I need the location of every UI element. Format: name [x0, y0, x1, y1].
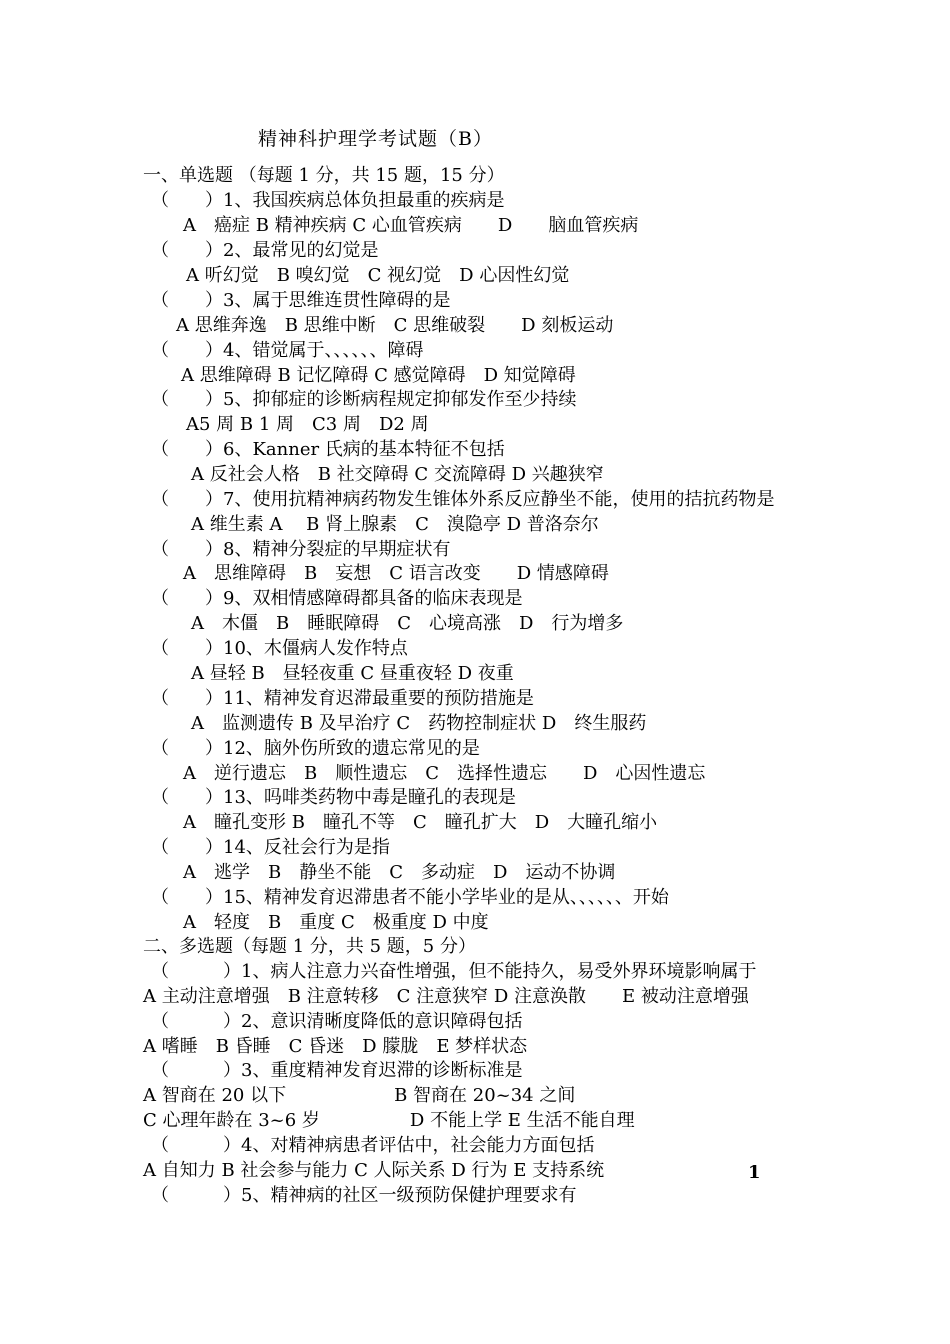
section-heading-multiple-choice: 二、多选题（每题 1 分，共 5 题，5 分）	[143, 936, 476, 957]
options-line: A 逃学 B 静坐不能 C 多动症 D 运动不协调	[183, 862, 616, 883]
options-line: A 思维障碍 B 记忆障碍 C 感觉障碍 D 知觉障碍	[181, 365, 576, 386]
options-line: A 思维奔逸 B 思维中断 C 思维破裂 D 刻板运动	[176, 315, 614, 336]
options-line: A5 周 B 1 周 C3 周 D2 周	[186, 414, 429, 435]
question-line: （ ）10、木僵病人发作特点	[151, 638, 408, 659]
options-line: A 嗜睡 B 昏睡 C 昏迷 D 朦胧 E 梦样状态	[143, 1036, 528, 1057]
options-line: A 轻度 B 重度 C 极重度 D 中度	[183, 912, 489, 933]
question-line: （ ）4、错觉属于、、、、、、障碍	[151, 340, 424, 361]
question-line: （ ）4、对精神病患者评估中，社会能力方面包括	[151, 1135, 595, 1156]
question-line: （ ）5、精神病的社区一级预防保健护理要求有	[151, 1185, 577, 1206]
question-line: （ ）2、意识清晰度降低的意识障碍包括	[151, 1011, 523, 1032]
options-line: A 昼轻 B 昼轻夜重 C 昼重夜轻 D 夜重	[191, 663, 514, 684]
question-line: （ ）8、精神分裂症的早期症状有	[151, 539, 451, 560]
question-line: （ ）2、最常见的幻觉是	[151, 240, 379, 261]
question-line: （ ）15、精神发育迟滞患者不能小学毕业的是从、、、、、、开始	[151, 887, 669, 908]
question-line: （ ）9、双相情感障碍都具备的临床表现是	[151, 588, 523, 609]
question-line: （ ）1、病人注意力兴奋性增强，但不能持久，易受外界环境影响属于	[151, 961, 757, 982]
question-line: （ ）12、脑外伤所致的遗忘常见的是	[151, 738, 480, 759]
question-line: （ ）13、吗啡类药物中毒是瞳孔的表现是	[151, 787, 516, 808]
options-line: A 反社会人格 B 社交障碍 C 交流障碍 D 兴趣狭窄	[191, 464, 604, 485]
options-line: A 听幻觉 B 嗅幻觉 C 视幻觉 D 心因性幻觉	[186, 265, 570, 286]
question-line: （ ）6、Kanner 氏病的基本特征不包括	[151, 439, 505, 460]
page-title: 精神科护理学考试题（B）	[258, 128, 493, 150]
options-line: A 思维障碍 B 妄想 C 语言改变 D 情感障碍	[183, 563, 609, 584]
section-heading-single-choice: 一、单选题 （每题 1 分，共 15 题，15 分）	[143, 165, 505, 186]
options-line: A 癌症 B 精神疾病 C 心血管疾病 D 脑血管疾病	[183, 215, 639, 236]
question-line: （ ）7、使用抗精神病药物发生锥体外系反应静坐不能，使用的拮抗药物是	[151, 489, 775, 510]
options-line: A 木僵 B 睡眠障碍 C 心境高涨 D 行为增多	[191, 613, 624, 634]
options-line: A 监测遗传 B 及早治疗 C 药物控制症状 D 终生服药	[191, 713, 647, 734]
page-number: 1	[748, 1162, 761, 1183]
options-line: A 主动注意增强 B 注意转移 C 注意狭窄 D 注意涣散 E 被动注意增强	[143, 986, 749, 1007]
question-line: （ ）14、反社会行为是指	[151, 837, 390, 858]
question-line: （ ）3、重度精神发育迟滞的诊断标准是	[151, 1060, 523, 1081]
options-line: A 智商在 20 以下 B 智商在 20~34 之间	[143, 1085, 576, 1106]
question-line: （ ）3、属于思维连贯性障碍的是	[151, 290, 451, 311]
question-line: （ ）1、我国疾病总体负担最重的疾病是	[151, 190, 505, 211]
options-line: A 瞳孔变形 B 瞳孔不等 C 瞳孔扩大 D 大瞳孔缩小	[183, 812, 658, 833]
question-line: （ ）11、精神发育迟滞最重要的预防措施是	[151, 688, 534, 709]
options-line: A 逆行遗忘 B 顺性遗忘 C 选择性遗忘 D 心因性遗忘	[183, 763, 706, 784]
question-line: （ ）5、抑郁症的诊断病程规定抑郁发作至少持续	[151, 389, 577, 410]
options-line: A 自知力 B 社会参与能力 C 人际关系 D 行为 E 支持系统	[143, 1160, 605, 1181]
options-line: C 心理年龄在 3~6 岁 D 不能上学 E 生活不能自理	[143, 1110, 635, 1131]
options-line: A 维生素 A B 肾上腺素 C 溴隐亭 D 普洛奈尔	[191, 514, 599, 535]
